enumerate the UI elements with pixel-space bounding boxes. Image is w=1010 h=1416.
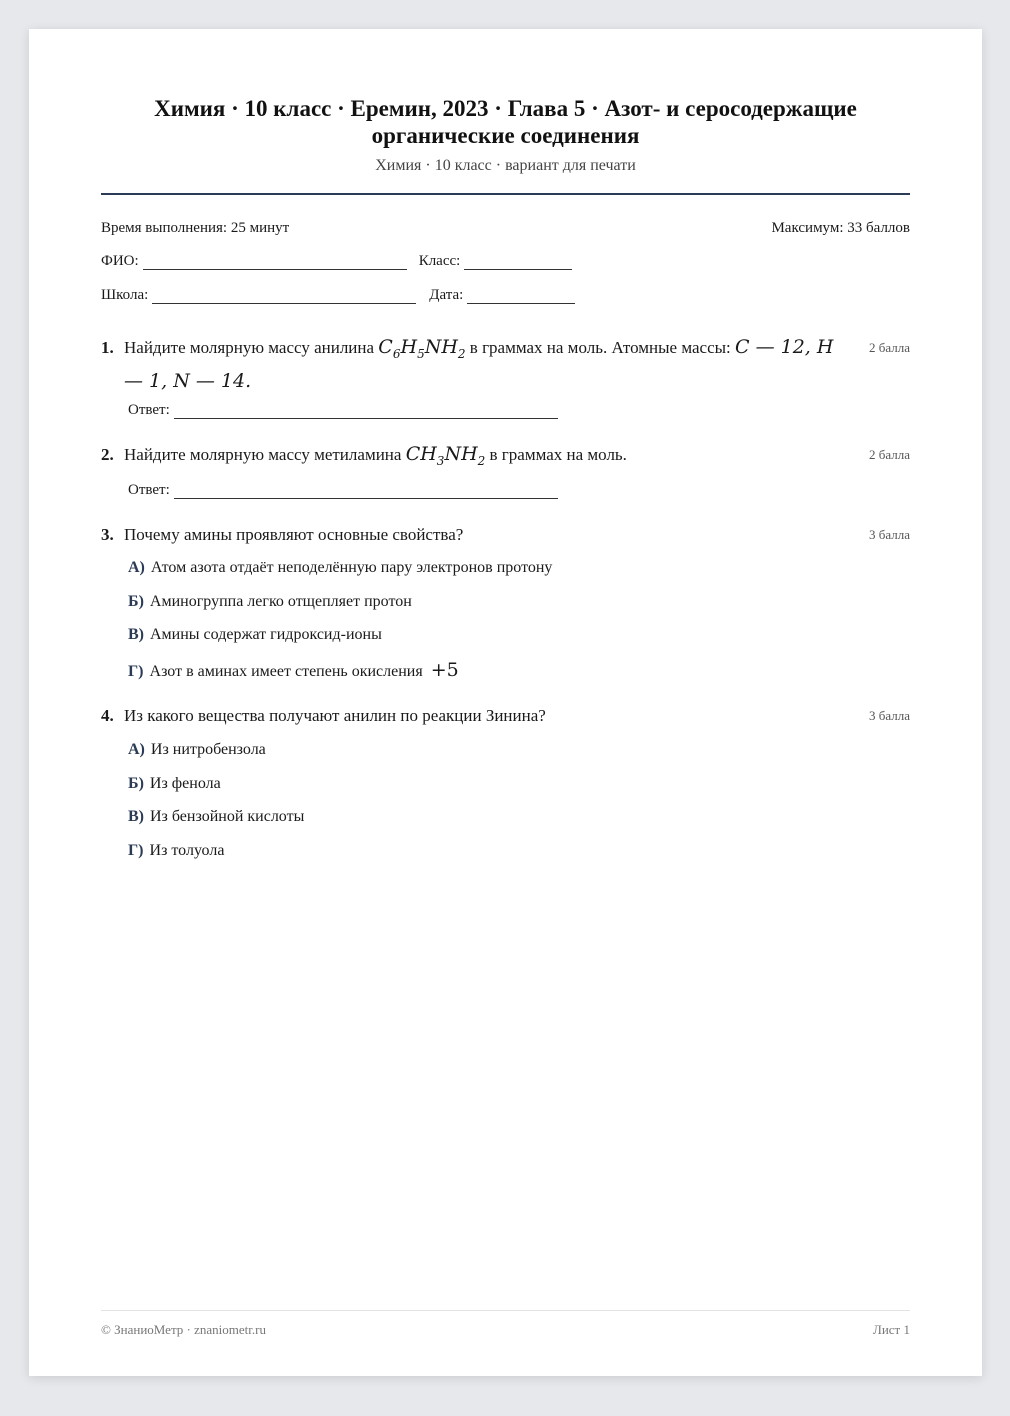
option-text: Азот в аминах имеет степень окисления [149, 663, 423, 680]
school-blank[interactable] [152, 290, 416, 304]
page-subtitle: Химия · 10 класс · вариант для печати [375, 157, 636, 174]
fio-label: ФИО: [101, 253, 139, 269]
worksheet-page [29, 29, 982, 1376]
option-letter: В) [128, 626, 144, 643]
footer-page-number: Лист 1 [873, 1322, 910, 1337]
page-title: Химия · 10 класс · Еремин, 2023 · Глава 5 · Азот- и серосодержащие органические соединения [154, 96, 857, 148]
option-text: Из бензойной кислоты [150, 808, 305, 825]
option-v[interactable] [128, 808, 304, 826]
question-number: 3. [101, 525, 114, 544]
question-text: Почему амины проявляют основные свойства? [124, 525, 464, 544]
question-points: 3 балла [869, 527, 910, 542]
time-limit: Время выполнения: 25 минут [101, 220, 290, 236]
option-text: Амины содержат гидроксид-ионы [150, 626, 382, 643]
option-letter: Б) [128, 593, 144, 610]
question-points: 2 балла [869, 447, 910, 462]
option-letter: А) [128, 559, 145, 576]
formula-aniline: $C_6H_5NH_2$ [378, 336, 466, 361]
fio-class-row [101, 253, 572, 270]
max-score: Максимум: 33 баллов [771, 220, 910, 236]
option-g[interactable] [128, 842, 224, 860]
answer-label: Ответ: [128, 402, 170, 418]
option-a[interactable] [128, 559, 552, 577]
header-divider [101, 193, 910, 195]
footer-copyright: © ЗнаниоМетр · znaniometr.ru [101, 1322, 266, 1337]
option-text: Атом азота отдаёт неподелённую пару электронов протону [150, 559, 553, 576]
question-number: 1. [101, 338, 114, 357]
option-letter: А) [128, 741, 145, 758]
option-a[interactable] [128, 741, 266, 759]
answer-blank[interactable] [174, 485, 558, 499]
option-text: Из толуола [149, 842, 225, 859]
date-label: Дата: [429, 287, 464, 303]
school-date-row [101, 287, 575, 304]
question-text: Из какого вещества получают анилин по реакции Зинина? [124, 706, 546, 725]
option-text: Из нитробензола [150, 741, 266, 758]
formula-methylamine: $CH_3NH_2$ [405, 443, 486, 468]
atomic-masses: C — 12, H — 1, N — 14. [124, 336, 834, 392]
option-letter: В) [128, 808, 144, 825]
option-text: Аминогруппа легко отщепляет протон [149, 593, 412, 610]
option-b[interactable] [128, 775, 221, 793]
question-text: Найдите молярную массу анилина $C_6H_5NH_2$ в граммах на моль. Атомные массы: C — 12, H — 1, N — 14. [124, 336, 834, 392]
date-blank[interactable] [467, 290, 575, 304]
answer-row-2 [128, 482, 558, 499]
question-text: Найдите молярную массу метиламина $CH_3NH_2$ в граммах на моль. [124, 443, 627, 468]
option-v[interactable] [128, 626, 382, 644]
school-label: Школа: [101, 287, 149, 303]
question-number: 2. [101, 445, 114, 464]
question-points: 2 балла [869, 340, 910, 355]
oxidation-state: +5 [430, 659, 459, 681]
answer-row-1 [128, 402, 558, 419]
meta-row [101, 220, 910, 237]
question-points: 3 балла [869, 708, 910, 723]
footer-divider [101, 1310, 910, 1311]
question-number: 4. [101, 706, 114, 725]
option-letter: Б) [128, 775, 144, 792]
option-b[interactable] [128, 593, 412, 611]
class-label: Класс: [418, 253, 461, 269]
option-text: Из фенола [149, 775, 221, 792]
class-blank[interactable] [464, 256, 572, 270]
option-letter: Г) [128, 842, 144, 859]
answer-blank[interactable] [174, 405, 558, 419]
answer-label: Ответ: [128, 482, 170, 498]
fio-blank[interactable] [143, 256, 407, 270]
option-g[interactable] [128, 659, 459, 681]
option-letter: Г) [128, 663, 144, 680]
